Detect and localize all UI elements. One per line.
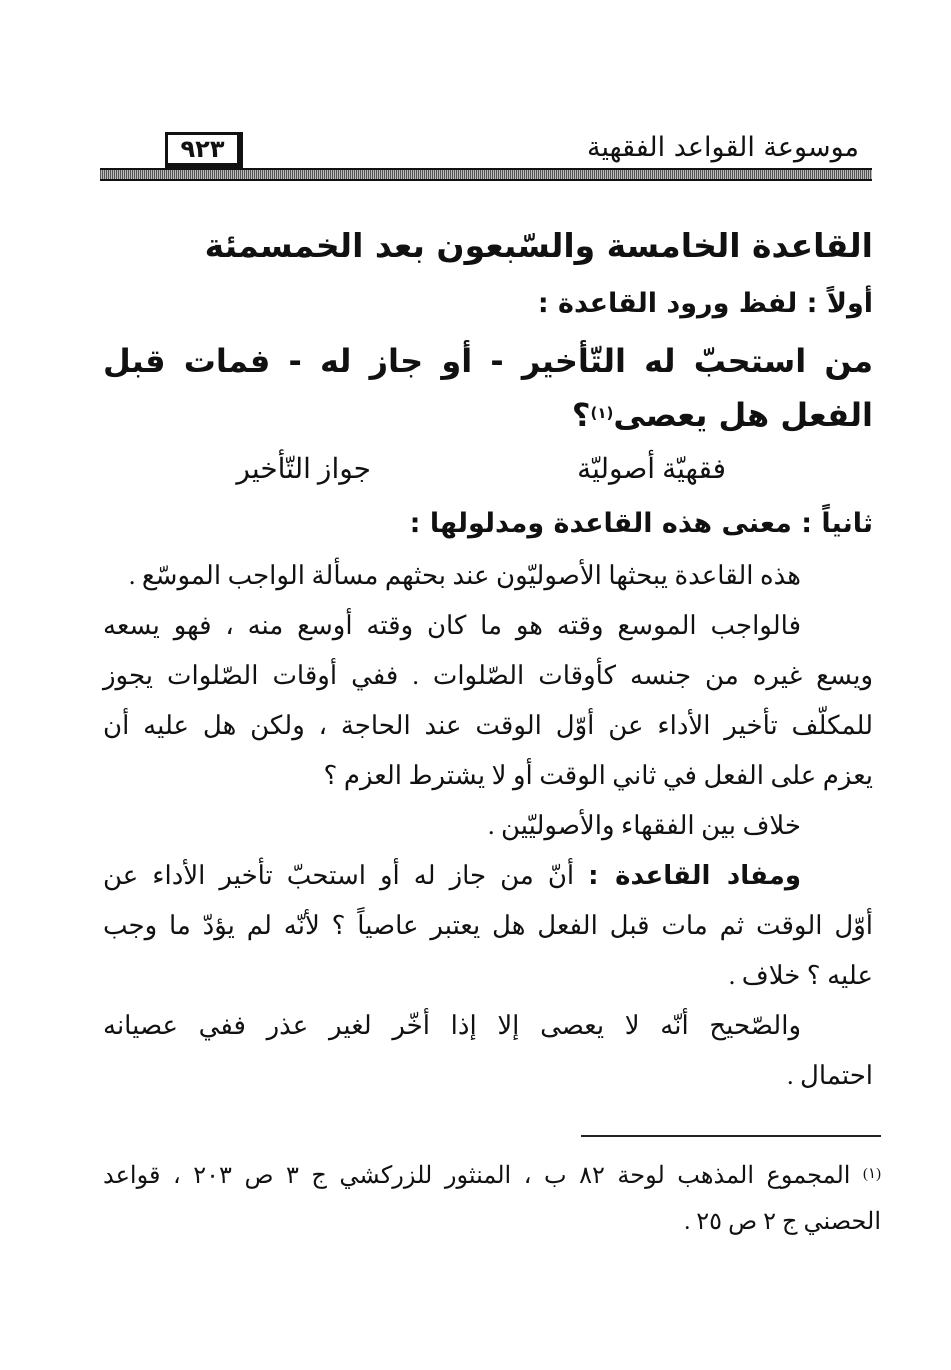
section-title: القاعدة الخامسة والسّبعون بعد الخمسمئة (204, 226, 873, 265)
paragraph-3: خلاف بين الفقهاء والأصوليّين . (487, 811, 801, 840)
header-rule (100, 168, 872, 181)
page-number: ٩٢٣ (165, 132, 243, 166)
paragraph-5-line-2: احتمال . (787, 1061, 873, 1090)
header-rule-box-edge (165, 166, 243, 168)
rule-statement-line-1: من استحبّ له التّأخير - أو جاز له - فمات قبل (103, 342, 873, 380)
footnote-marker: (١) (862, 1166, 882, 1182)
paragraph-4-line-1 (103, 856, 801, 896)
paragraph-1: هذه القاعدة يبحثها الأصوليّون عند بحثهم مسألة الواجب الموسّع . (128, 561, 801, 590)
footnote-line-1 (103, 1158, 881, 1194)
meaning-label: ومفاد القاعدة : (588, 861, 802, 891)
footnote-line-2: الحصني ج ٢ ص ٢٥ . (684, 1209, 881, 1235)
tag-topic: جواز التّأخير (236, 454, 371, 485)
rule-statement-line-2 (103, 392, 873, 438)
running-title: موسوعة القواعد الفقهية (587, 132, 859, 163)
heading-rule-meaning: ثانياً : معنى هذه القاعدة ومدلولها : (409, 508, 873, 539)
rule-statement-text: الفعل هل يعصى (613, 396, 873, 434)
footnote-separator (581, 1135, 881, 1137)
paragraph-2-line-3: للمكلّف تأخير الأداء عن أوّل الوقت عند الحاجة ، ولكن هل عليه أن (103, 711, 873, 740)
heading-rule-wording: أولاً : لفظ ورود القاعدة : (537, 288, 873, 319)
footnote-text: المجموع المذهب لوحة ٨٢ ب ، المنثور للزركشي ج ٣ ص ٢٠٣ ، قواعد (103, 1163, 851, 1189)
rule-statement-question-mark: ؟ (571, 396, 591, 434)
paragraph-4-line-2: أوّل الوقت ثم مات قبل الفعل هل يعتبر عاصياً ؟ لأنّه لم يؤدّ ما وجب (103, 911, 873, 940)
paragraph-5-line-1: والصّحيح أنّه لا يعصى إلا إذا أخّر لغير عذر ففي عصيانه (103, 1011, 801, 1040)
paragraph-4-line-3: عليه ؟ خلاف . (728, 961, 873, 990)
tag-type: فقهيّة أصوليّة (577, 454, 726, 485)
paragraph-2-line-2: ويسع غيره من جنسه كأوقات الصّلوات . ففي أوقات الصّلوات يجوز (103, 661, 873, 690)
paragraph-2-line-1: فالواجب الموسع وقته هو ما كان وقته أوسع منه ، فهو يسعه (103, 611, 801, 640)
meaning-text: أنّ من جاز له أو استحبّ تأخير الأداء عن (103, 861, 575, 890)
paragraph-2-line-4: يعزم على الفعل في ثاني الوقت أو لا يشترط العزم ؟ (323, 761, 873, 790)
footnote-reference: (١) (590, 404, 614, 422)
rule-classification (0, 450, 951, 494)
